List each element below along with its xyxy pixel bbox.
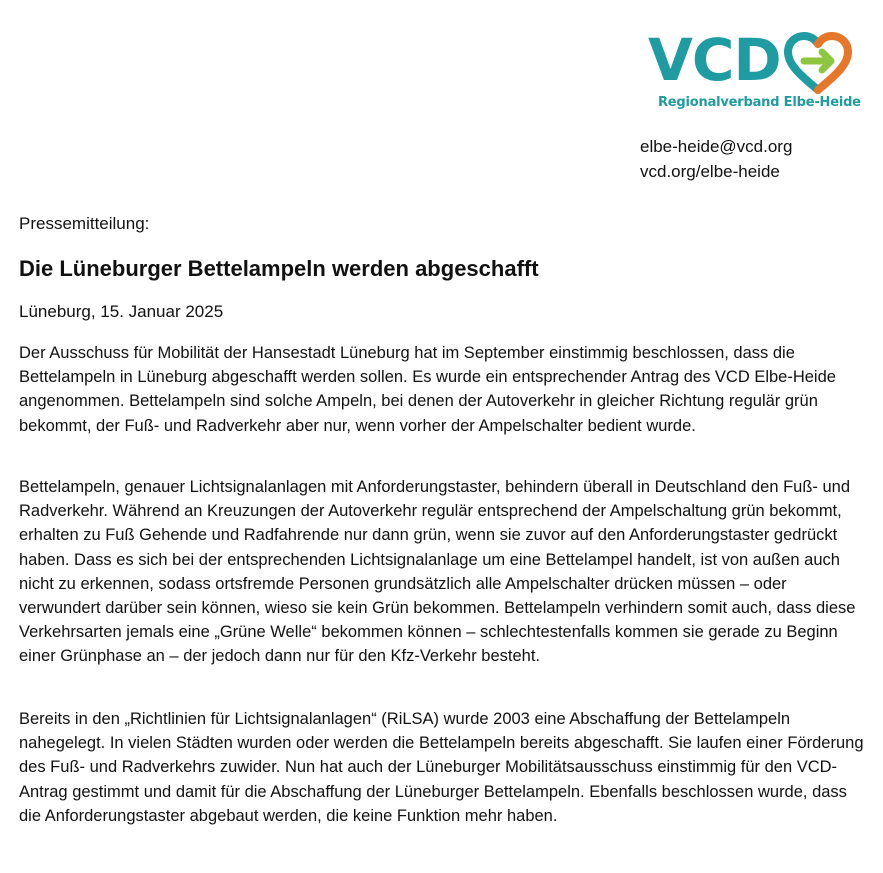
logo-wordmark: VCD [648,26,781,94]
body-text [19,341,867,842]
page-title: Die Lüneburger Bettelampeln werden abgeschafft [19,256,539,281]
paragraph: Bettelampeln, genauer Lichtsignalanlagen mit Anforderungstaster, behindern überall in Deutschland den Fuß- und Radverkehr. Während an Kreuzungen der Autoverkehr regulär entsprechend der Ampelschaltung grün bekommt, erhalten zu Fuß Gehende und Radfahrende nur dann grün, wenn sie zuvor auf den Anforderungstaster gedrückt haben. Dass es sich bei der entsprechenden Lichtsignalanlage um eine Bettelampel handelt, ist von außen auch nicht zu erkennen, sodass ortsfremde Personen grundsätzlich alle Ampelschalter drücken müssen – oder verwundert darüber sein können, wieso sie kein Grün bekommen. Bettelampeln verhindern somit auch, dass diese Verkehrsarten jemals eine „Grüne Welle“ bekommen können – schlechtestenfalls kommen sie gerade zu Beginn einer Grünphase an – der jedoch dann nur für den Kfz-Verkehr besteht. [19,478,856,666]
paragraph: Der Ausschuss für Mobilität der Hansestadt Lüneburg hat im September einstimmig beschlossen, dass die Bettelampeln in Lüneburg abgeschafft werden sollen. Es wurde ein entsprechender Antrag des VCD Elbe-Heide angenommen. Bettelampeln sind solche Ampeln, bei denen der Autoverkehr in gleicher Richtung regulär grün bekommt, der Fuß- und Radverkehr aber nur, wenn vorher der Ampelschalter bedient wurde. [19,344,836,435]
contact-website: vcd.org/elbe-heide [640,162,780,181]
logo-subtitle: Regionalverband Elbe-Heide [658,95,861,110]
vcd-logo [648,26,861,118]
document-label: Pressemitteilung: [19,214,150,233]
heart-arrow-icon [782,32,854,94]
dateline: Lüneburg, 15. Januar 2025 [19,302,224,321]
contact-block [640,134,792,184]
contact-email: elbe-heide@vcd.org [640,137,793,156]
paragraph: Bereits in den „Richtlinien für Lichtsignalanlagen“ (RiLSA) wurde 2003 eine Abschaffung der Bettelampeln nahegelegt. In vielen Städten wurden oder werden die Bettelampeln bereits abgeschafft. Sie laufen einer Förderung des Fuß- und Radverkehrs zuwider. Nun hat auch der Lüneburger Mobilitätsausschuss einstimmig für den VCD-Antrag gestimmt und damit für die Abschaffung der Lüneburger Bettelampeln. Ebenfalls beschlossen wurde, dass die Anforderungstaster abgebaut werden, die keine Funktion mehr haben. [19,710,864,825]
